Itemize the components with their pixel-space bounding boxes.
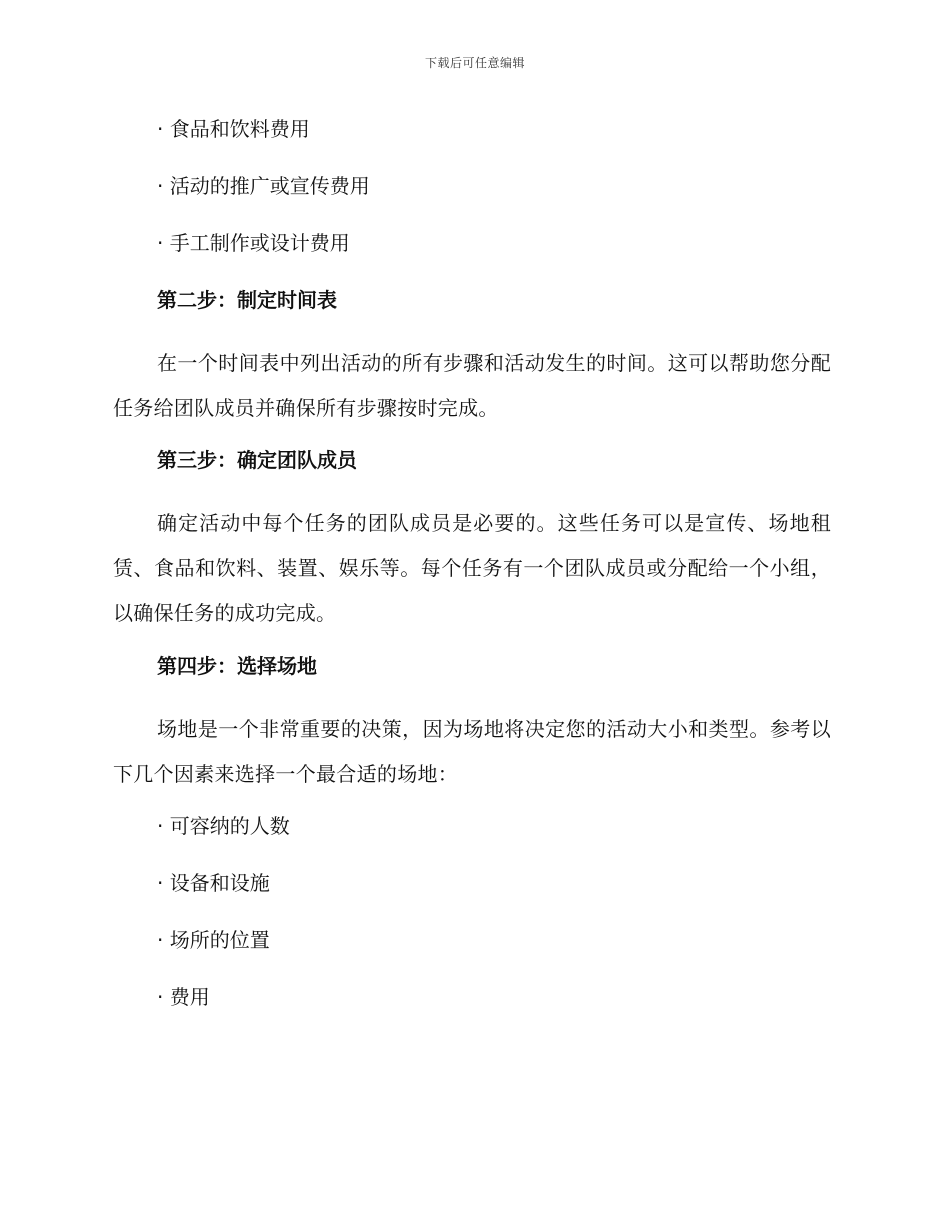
factor-location: · 场所的位置	[157, 928, 270, 952]
list-item-promotion-cost: · 活动的推广或宣传费用	[157, 174, 370, 198]
list-item-handmade-design-cost: · 手工制作或设计费用	[157, 231, 350, 255]
factor-equipment-facilities: · 设备和设施	[157, 871, 270, 895]
step3-paragraph: 确定活动中每个任务的团队成员是必要的。这些任务可以是宣传、场地租赁、食品和饮料、装置、娱乐等。每个任务有一个团队成员或分配给一个小组，以确保任务的成功完成。	[113, 511, 831, 625]
step4-heading: 第四步：选择场地	[157, 654, 317, 678]
document-body	[113, 113, 831, 1038]
header-note: 下载后可任意编辑	[424, 56, 525, 70]
factor-capacity: · 可容纳的人数	[157, 814, 290, 838]
factor-cost: · 费用	[157, 985, 210, 1009]
step2-paragraph: 在一个时间表中列出活动的所有步骤和活动发生的时间。这可以帮助您分配任务给团队成员并确保所有步骤按时完成。	[113, 351, 831, 420]
step4-paragraph: 场地是一个非常重要的决策，因为场地将决定您的活动大小和类型。参考以下几个因素来选择一个最合适的场地：	[113, 717, 831, 786]
step3-heading: 第三步：确定团队成员	[157, 448, 357, 472]
list-item-food-drink-cost: · 食品和饮料费用	[157, 117, 310, 141]
step2-heading: 第二步：制定时间表	[157, 288, 337, 312]
